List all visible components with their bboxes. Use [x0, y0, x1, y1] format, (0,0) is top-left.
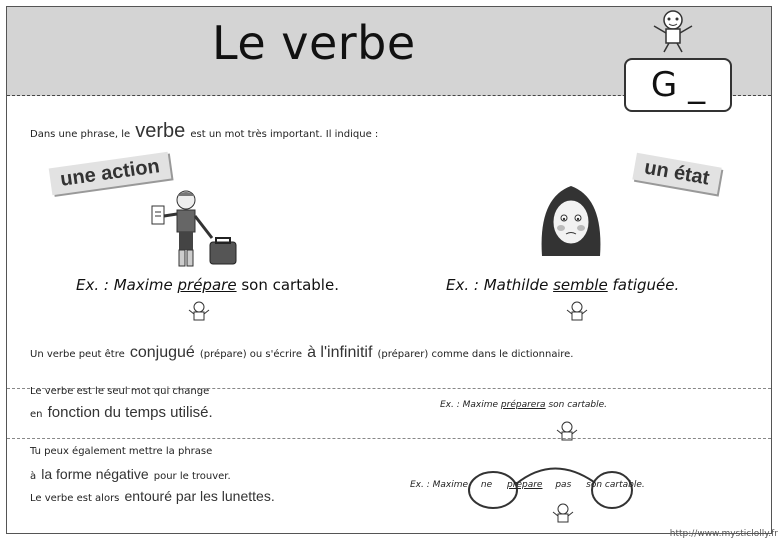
conjugation-text-3: (préparer) comme dans le dictionnaire. — [377, 349, 574, 360]
rule1-example-suffix: son cartable. — [548, 400, 608, 410]
page-title: Le verbe — [212, 16, 416, 70]
conjugation-word: conjugué — [129, 344, 195, 361]
rule2-line2 — [30, 464, 231, 483]
rule1-example — [440, 400, 607, 410]
boy-illustration — [150, 186, 240, 272]
example-action — [76, 276, 339, 294]
credit-link[interactable]: http://www.mysticlolly.fr — [669, 529, 778, 539]
rule2-text-3: Le verbe est alors — [30, 493, 120, 504]
rule1-text: en — [30, 409, 43, 420]
conjugation-text-2: (prépare) ou s'écrire — [199, 349, 302, 360]
conjugation-line — [30, 342, 573, 362]
mascot-icon — [188, 300, 210, 324]
badge-box: G _ — [624, 58, 732, 112]
rule2-example-verb: prépare — [507, 480, 543, 490]
rule2-line1: Tu peux également mettre la phrase — [30, 446, 213, 457]
example-action-verb: prépare — [177, 276, 237, 294]
example-state-verb: semble — [553, 276, 608, 294]
rule1-example-prefix: Ex. : Maxime — [440, 400, 499, 410]
rule1-key: fonction du temps utilisé. — [47, 404, 213, 421]
rule1-example-verb: préparera — [500, 400, 546, 410]
rule2-example-pas: pas — [555, 480, 572, 490]
infinitive-word: à l'infinitif — [307, 344, 373, 361]
rule1-line2 — [30, 402, 213, 421]
tag-action: une action — [49, 152, 172, 195]
intro-text-1: Dans une phrase, le — [30, 129, 131, 140]
rule2-example-prefix: Ex. : Maxime — [410, 480, 469, 490]
rule2-example-suffix: son cartable. — [586, 480, 645, 490]
example-state-prefix: Ex. : Mathilde — [446, 276, 549, 294]
mascot-icon — [552, 502, 574, 526]
intro-word-verbe: verbe — [135, 120, 186, 142]
rule2-text-2: pour le trouver. — [153, 471, 231, 482]
girl-illustration — [536, 178, 606, 260]
rule2-key-glasses: entouré par les lunettes. — [124, 488, 275, 504]
rule1-line1: Le verbe est le seul mot qui change — [30, 386, 210, 397]
example-action-prefix: Ex. : Maxime — [76, 276, 173, 294]
rule2-example — [410, 480, 645, 490]
rule2-line3 — [30, 486, 275, 505]
intro-text-2: est un mot très important. Il indique : — [190, 129, 379, 140]
mascot-icon — [566, 300, 588, 324]
mascot-icon — [648, 6, 698, 54]
rule2-example-ne: ne — [480, 480, 493, 490]
conjugation-text-1: Un verbe peut être — [30, 349, 125, 360]
example-action-suffix: son cartable. — [241, 276, 339, 294]
divider — [7, 438, 771, 439]
tag-state: un état — [632, 153, 721, 194]
example-state — [446, 276, 679, 294]
rule2-text-1: à — [30, 471, 37, 482]
mascot-icon — [556, 420, 578, 444]
example-state-suffix: fatiguée. — [612, 276, 680, 294]
intro-line — [30, 120, 378, 143]
rule2-key-negative: la forme négative — [41, 466, 149, 482]
